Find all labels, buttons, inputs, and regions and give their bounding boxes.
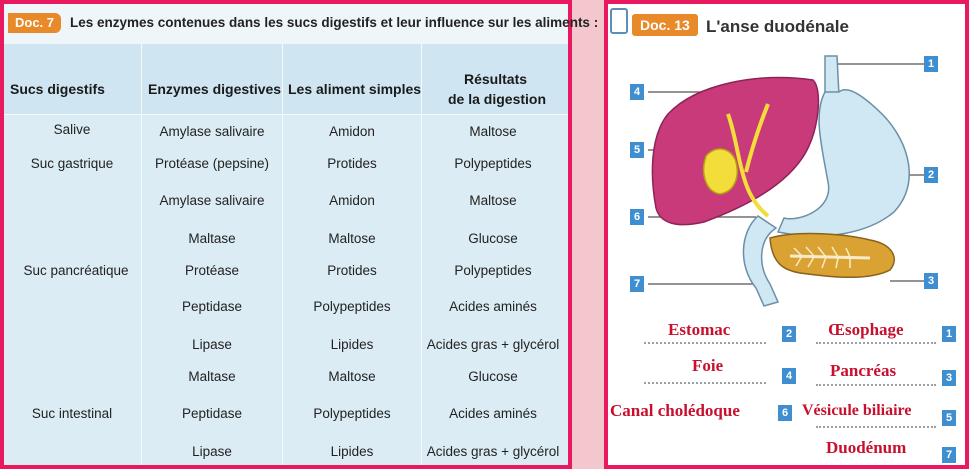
resultat-cell: Polypeptides xyxy=(454,156,532,171)
enzyme-cell: Maltase xyxy=(188,231,236,246)
resultat-cell: Glucose xyxy=(468,231,518,246)
enzyme-cell: Lipase xyxy=(192,337,232,352)
marker-3: 3 xyxy=(924,273,938,289)
resultat-cell: Glucose xyxy=(468,369,518,384)
resultat-cell: Maltose xyxy=(469,193,517,208)
suc-salive: Salive xyxy=(53,122,91,137)
aliment-cell: Polypeptides xyxy=(313,299,391,314)
header-digestion: de la digestion xyxy=(448,91,547,107)
header-aliments: Les aliment simples xyxy=(288,81,422,97)
suc-pancreatique: Suc pancréatique xyxy=(23,263,129,278)
aliment-cell: Maltose xyxy=(328,369,376,384)
aliment-cell: Lipides xyxy=(330,337,374,352)
aliment-cell: Maltose xyxy=(328,231,376,246)
marker-1: 1 xyxy=(924,56,938,72)
answer-pancreas: Pancréas xyxy=(830,361,897,380)
aliment-cell: Protides xyxy=(327,156,377,171)
enzyme-cell: Protéase (pepsine) xyxy=(154,156,270,171)
header-resultats: Résultats xyxy=(464,71,528,87)
answer-vesicule-num: 5 xyxy=(942,410,956,426)
enzyme-cell: Lipase xyxy=(192,444,232,459)
doc7-title: Les enzymes contenues dans les sucs digestifs et leur influence sur les aliments : xyxy=(70,15,599,30)
marker-2: 2 xyxy=(924,167,938,183)
aliment-cell: Amidon xyxy=(329,193,375,208)
marker-6: 6 xyxy=(630,209,644,225)
doc7-label: Doc. 7 xyxy=(8,13,61,33)
resultat-cell: Maltose xyxy=(469,124,517,139)
doc7-header xyxy=(4,4,599,44)
doc13-title: L'anse duodénale xyxy=(706,17,849,36)
answer-vesicule-biliaire: Vésicule biliaire xyxy=(802,402,912,419)
resultat-cell: Polypeptides xyxy=(454,263,532,278)
enzyme-cell: Amylase salivaire xyxy=(159,193,265,208)
enzyme-cell: Peptidase xyxy=(181,406,243,421)
marker-4: 4 xyxy=(630,84,644,100)
enzyme-cell: Protéase xyxy=(184,263,240,278)
answer-duodenum-num: 7 xyxy=(942,447,956,463)
answer-canal-num: 6 xyxy=(778,405,792,421)
resultat-cell: Acides gras + glycérol xyxy=(426,337,560,352)
answer-oesophage: Œsophage xyxy=(828,320,904,339)
suc-gastrique: Suc gastrique xyxy=(30,156,114,171)
answer-foie-num: 4 xyxy=(782,368,796,384)
answer-estomac-num: 2 xyxy=(782,326,796,342)
resultat-cell: Acides gras + glycérol xyxy=(426,444,560,459)
enzyme-cell: Maltase xyxy=(188,369,236,384)
answer-pancreas-num: 3 xyxy=(942,370,956,386)
duodenum-diagram-panel xyxy=(604,0,969,469)
marker-5: 5 xyxy=(630,142,644,158)
answer-duodenum: Duodénum xyxy=(826,438,907,457)
aliment-cell: Lipides xyxy=(330,444,374,459)
resultat-cell: Acides aminés xyxy=(449,299,537,314)
suc-intestinal: Suc intestinal xyxy=(31,406,113,421)
marker-7: 7 xyxy=(630,276,644,292)
enzyme-cell: Amylase salivaire xyxy=(159,124,265,139)
resultat-cell: Acides aminés xyxy=(449,406,537,421)
book-icon xyxy=(610,8,628,34)
aliment-cell: Polypeptides xyxy=(313,406,391,421)
answer-oesophage-num: 1 xyxy=(942,326,956,342)
answer-foie: Foie xyxy=(692,356,724,375)
answer-canal-choledoque: Canal cholédoque xyxy=(610,401,740,420)
header-sucs: Sucs digestifs xyxy=(10,81,105,97)
table-header xyxy=(4,44,568,114)
aliment-cell: Amidon xyxy=(329,124,375,139)
enzyme-cell: Peptidase xyxy=(181,299,243,314)
header-enzymes: Enzymes digestives xyxy=(148,81,282,97)
doc13-label: Doc. 13 xyxy=(632,14,698,36)
answer-estomac: Estomac xyxy=(668,320,731,339)
aliment-cell: Protides xyxy=(327,263,377,278)
anatomy-illustration xyxy=(608,44,965,344)
